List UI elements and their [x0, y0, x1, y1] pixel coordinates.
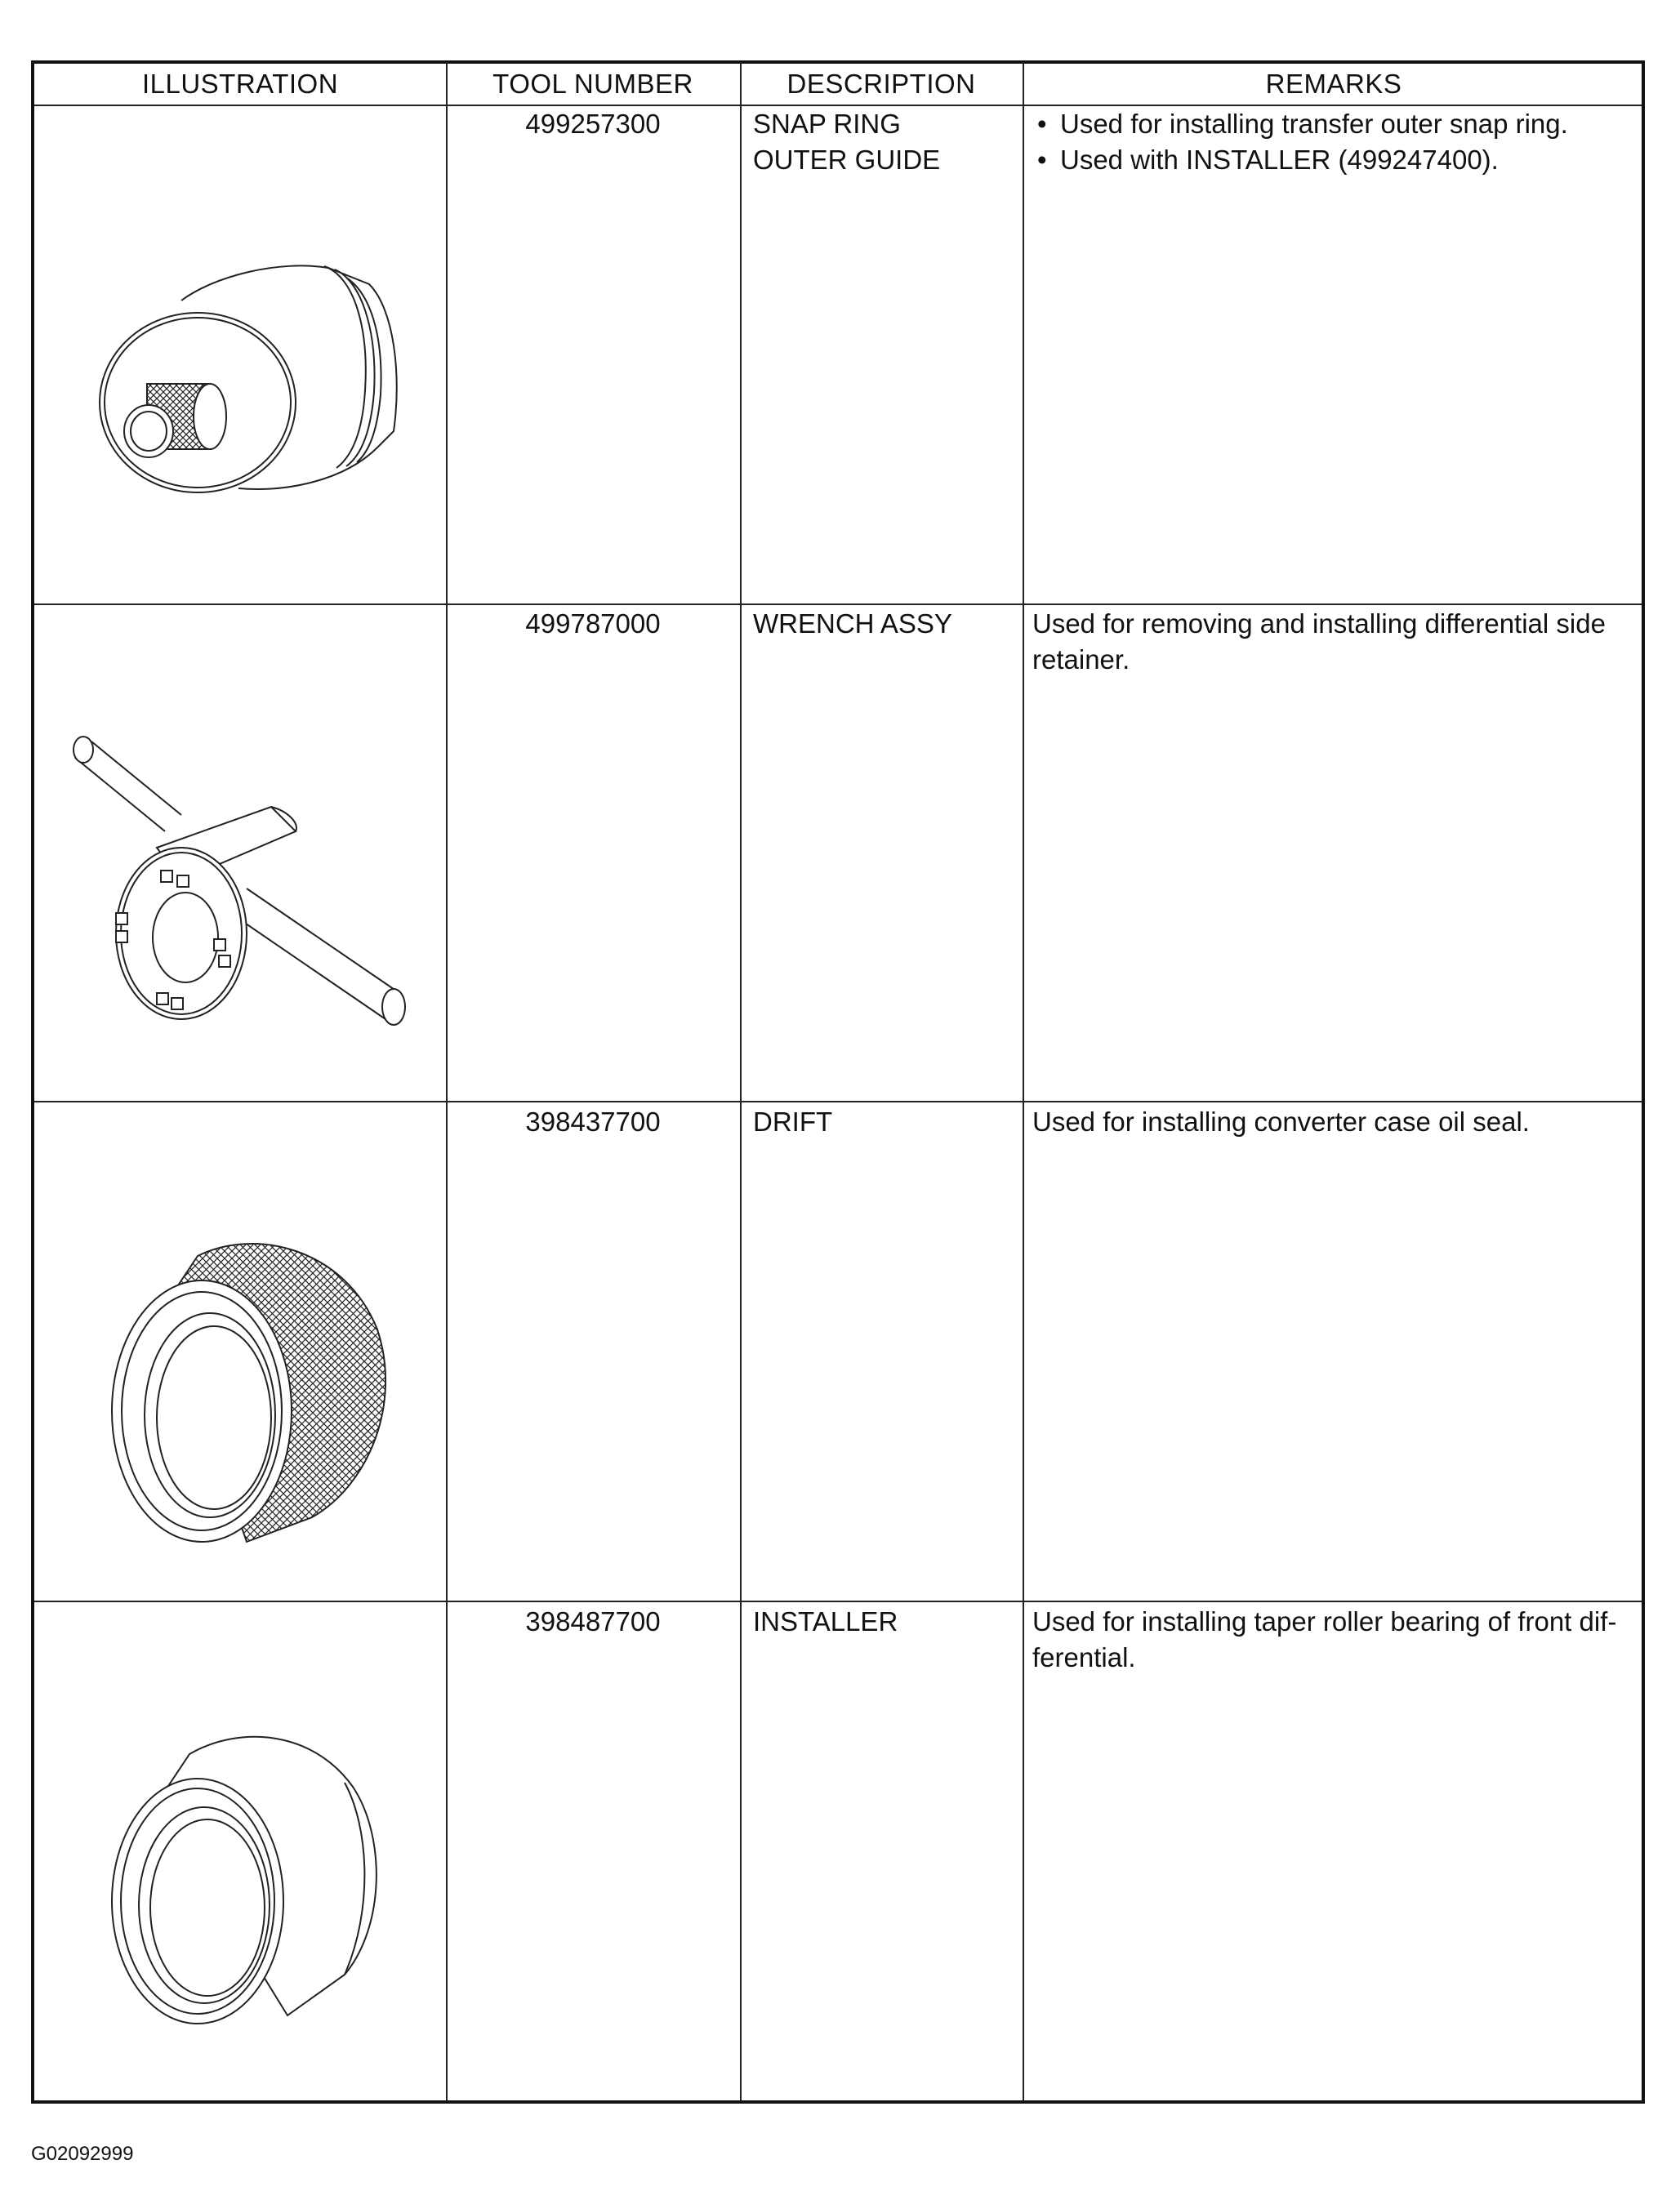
description-line: WRENCH ASSY	[753, 608, 952, 639]
description-line: OUTER GUIDE	[753, 145, 941, 175]
column-divider	[1023, 64, 1024, 2100]
row-divider	[34, 1101, 1642, 1102]
snap-ring-outer-guide-icon	[75, 186, 418, 578]
header-remarks: REMARKS	[1265, 69, 1402, 99]
tool-table	[31, 60, 1645, 2104]
tool-description	[753, 1604, 1014, 1640]
description-line: DRIFT	[753, 1107, 833, 1137]
wrench-assy-icon	[59, 725, 443, 1084]
tool-remarks: Used for installing taper roller bearing of front dif-ferential.	[1032, 1606, 1617, 1672]
tool-description	[753, 106, 1014, 178]
tool-number: 499787000	[525, 608, 661, 639]
remark-bullet: • Used for installing transfer outer snap ring.	[1029, 106, 1638, 142]
description-line: INSTALLER	[753, 1606, 898, 1637]
tool-number: 398437700	[525, 1107, 661, 1137]
tool-remarks: Used for installing converter case oil seal.	[1032, 1107, 1530, 1137]
row-divider	[34, 603, 1642, 605]
description-line: SNAP RING	[753, 109, 901, 139]
drift-icon	[100, 1207, 418, 1574]
column-divider	[740, 64, 742, 2100]
figure-code: G02092999	[31, 2143, 134, 2165]
remark-bullet: • Used with INSTALLER (499247400).	[1029, 142, 1638, 178]
tool-number: 398487700	[525, 1606, 661, 1637]
tool-remarks: Used for removing and installing differential side retainer.	[1032, 608, 1606, 675]
header-illustration: ILLUSTRATION	[141, 69, 339, 99]
tool-description	[753, 606, 1014, 642]
header-description: DESCRIPTION	[787, 69, 976, 99]
header-tool-number: TOOL NUMBER	[492, 69, 693, 99]
column-divider	[446, 64, 448, 2100]
tool-description	[753, 1104, 1014, 1140]
installer-icon	[100, 1705, 410, 2056]
tool-number: 499257300	[525, 109, 661, 139]
row-divider	[34, 1601, 1642, 1602]
tool-remarks	[1029, 106, 1638, 178]
